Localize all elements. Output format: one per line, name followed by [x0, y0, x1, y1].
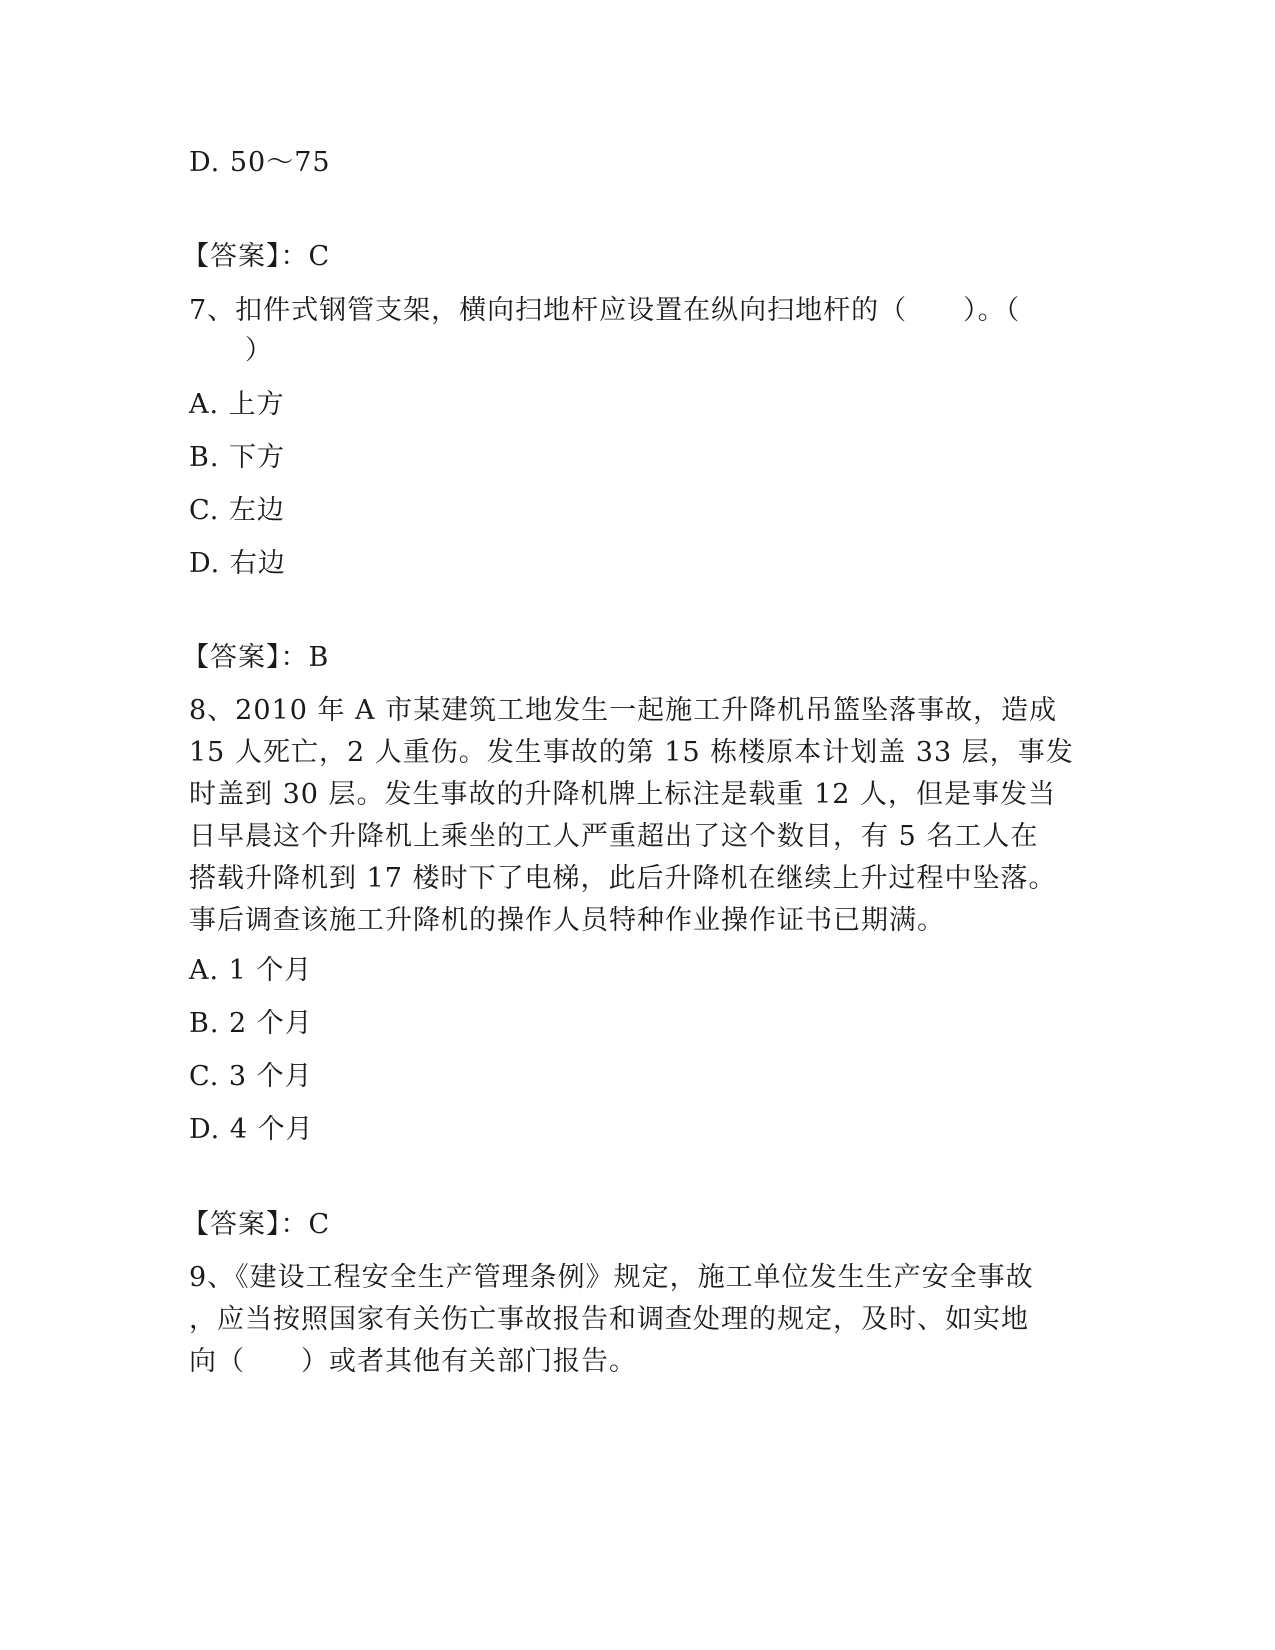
q9-stem-line-2: ，应当按照国家有关伤亡事故报告和调查处理的规定，及时、如实地 [189, 1304, 1029, 1335]
q9-stem-line-1: 9、《建设工程安全生产管理条例》规定，施工单位发生生产安全事故 [189, 1262, 1034, 1293]
q9-stem [189, 1257, 1069, 1383]
q6-option-d: D. 50～75 [189, 147, 331, 178]
q6-answer: 【答案】：C [182, 241, 331, 272]
q8-stem-line-2: 15 人死亡，2 人重伤。发生事故的第 15 栋楼原本计划盖 33 层，事发 [189, 737, 1074, 768]
q7-option-d: D. 右边 [189, 548, 286, 579]
q7-stem-line-1: 7、扣件式钢管支架，横向扫地杆应设置在纵向扫地杆的（ ）。（ [189, 295, 1021, 326]
q7-option-c: C. 左边 [189, 495, 285, 526]
q7-option-a: A. 上方 [189, 389, 285, 420]
q8-stem-line-3: 时盖到 30 层。发生事故的升降机牌上标注是载重 12 人，但是事发当 [189, 779, 1057, 810]
q8-answer: 【答案】：C [182, 1209, 331, 1240]
q7-stem-line-2: ） [189, 335, 273, 366]
q8-stem [189, 690, 1074, 942]
q8-stem-line-6: 事后调查该施工升降机的操作人员特种作业操作证书已期满。 [189, 905, 945, 936]
q8-stem-line-4: 日早晨这个升降机上乘坐的工人严重超出了这个数目，有 5 名工人在 [189, 821, 1039, 852]
q8-option-a: A. 1 个月 [189, 955, 313, 986]
q8-option-b: B. 2 个月 [189, 1008, 313, 1039]
q8-stem-line-5: 搭载升降机到 17 楼时下了电梯，此后升降机在继续上升过程中坠落。 [189, 863, 1057, 894]
q8-stem-line-1: 8、2010 年 A 市某建筑工地发生一起施工升降机吊篮坠落事故，造成 [189, 695, 1058, 726]
q7-answer: 【答案】：B [182, 642, 330, 673]
q9-stem-line-3: 向（ ）或者其他有关部门报告。 [189, 1346, 637, 1377]
q8-option-c: C. 3 个月 [189, 1061, 313, 1092]
q7-option-b: B. 下方 [189, 442, 286, 473]
q8-option-d: D. 4 个月 [189, 1114, 314, 1145]
